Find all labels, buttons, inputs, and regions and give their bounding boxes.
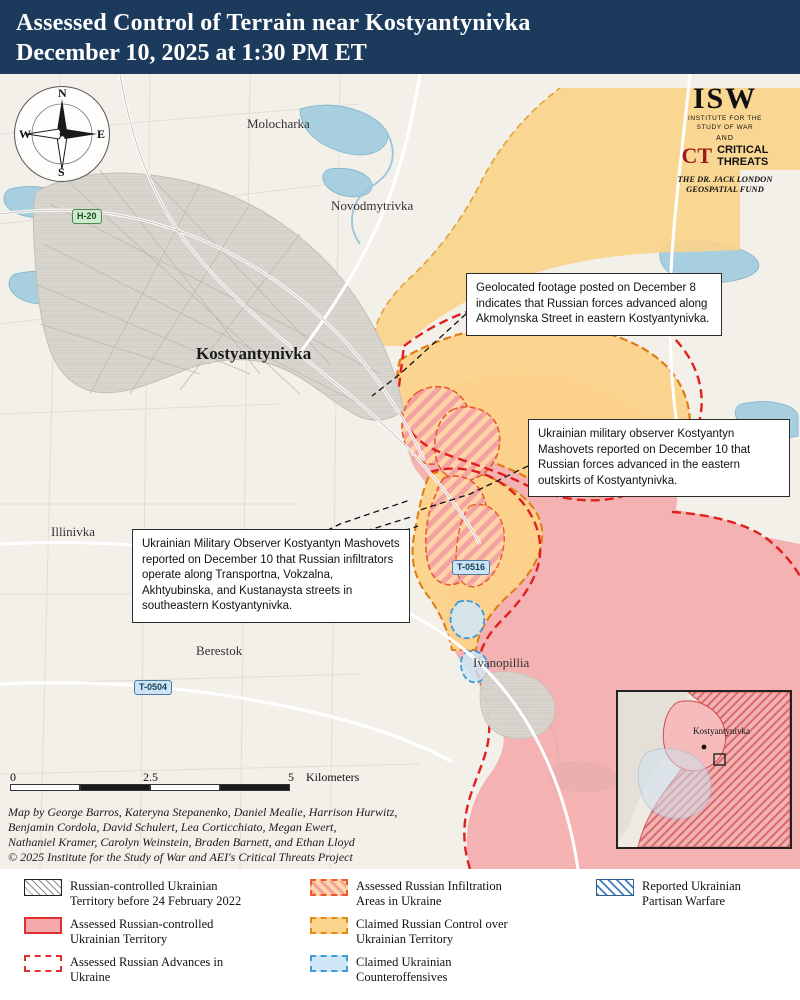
legend-infiltration: [310, 879, 560, 908]
critical-threats-wordmark: [717, 144, 768, 168]
legend-swatch-assessed-advances: [24, 955, 62, 972]
scale-tick-mid: 2.5: [143, 770, 158, 784]
legend-counter-line2: Counteroffensives: [356, 969, 448, 984]
scale-unit: Kilometers: [306, 770, 360, 784]
legend-assessed-controlled-line2: Ukrainian Territory: [70, 931, 168, 946]
isw-subtitle-line1: INSTITUTE FOR THE: [688, 115, 762, 122]
map-label-kostyantynivka: Kostyantynivka: [196, 344, 312, 363]
legend-swatch-pre-invasion: [24, 879, 62, 896]
compass-north: N: [58, 86, 67, 100]
legend-counter-line1: Claimed Ukrainian: [356, 955, 452, 969]
inset-map-vector: [618, 692, 790, 847]
critical-threats-icon: CT: [681, 143, 713, 168]
callout-infiltrators: Ukrainian Military Observer Kostyantyn Mashovets reported on December 10 that Russian infiltrators operate along Transportna, Vokzalna, Akhtyubinska, and Kustanaysta streets in southeastern Kostyantynivka.: [132, 529, 410, 623]
scale-bar-ticks: [10, 770, 360, 784]
legend-swatch-counteroffensives: [310, 955, 348, 972]
legend-column-1: [24, 879, 274, 993]
compass-east: E: [97, 127, 106, 141]
legend-swatch-assessed-russian-controlled: [24, 917, 62, 934]
isw-logo-block: [660, 84, 790, 194]
legend-partisan-warfare: [596, 879, 796, 908]
legend-claimed-russian-control: [310, 917, 560, 946]
compass-west: W: [19, 127, 31, 141]
scale-tick-0: 0: [10, 770, 16, 784]
legend-assessed-russian-advances: [24, 955, 274, 984]
fund-line1: THE DR. JACK LONDON: [677, 174, 773, 184]
legend-pre-invasion-line1: Russian-controlled Ukrainian: [70, 879, 218, 893]
map-label-novodmytrivka: Novodmytrivka: [331, 198, 414, 213]
credits-line4: © 2025 Institute for the Study of War and AEI's Critical Threats Project: [8, 850, 353, 864]
ct-line1: CRITICAL: [717, 144, 769, 156]
legend-pre-invasion-line2: Territory before 24 February 2022: [70, 893, 242, 908]
map-label-berestok: Berestok: [196, 643, 243, 658]
callout-eastern-outskirts: Ukrainian military observer Kostyantyn Mashovets reported on December 10 that Russian forces advanced in the eastern outskirts of Kostyantynivka.: [528, 419, 790, 497]
scale-tick-max: 5: [288, 770, 294, 784]
legend-claimed-counteroffensives: [310, 955, 560, 984]
header: [0, 0, 800, 74]
compass-rose: [14, 86, 110, 182]
map-legend: [0, 869, 800, 1000]
isw-subtitle-line2: STUDY OF WAR: [696, 124, 754, 131]
legend-assessed-russian-controlled: [24, 917, 274, 946]
legend-claimed-line1: Claimed Russian Control over: [356, 917, 508, 931]
fund-line2: GEOSPATIAL FUND: [686, 184, 764, 194]
credits-line3: Nathaniel Kramer, Carolyn Weinstein, Braden Barnett, and Ethan Lloyd: [8, 835, 355, 849]
map-credits: [8, 805, 397, 865]
road-shield-t0504: T-0504: [134, 680, 172, 695]
scale-bar: [10, 770, 360, 791]
logo-and-text: AND: [716, 135, 734, 142]
legend-partisan-line1: Reported Ukrainian: [642, 879, 741, 893]
legend-claimed-line2: Ukrainian Territory: [356, 931, 454, 946]
legend-assessed-controlled-line1: Assessed Russian-controlled: [70, 917, 214, 931]
legend-column-3: [596, 879, 796, 917]
legend-pre-invasion: [24, 879, 274, 908]
legend-partisan-line2: Partisan Warfare: [642, 893, 726, 908]
critical-threats-row: [660, 144, 790, 168]
map-label-illinivka: Illinivka: [51, 524, 96, 539]
inset-overview-map[interactable]: [616, 690, 792, 849]
legend-swatch-partisan: [596, 879, 634, 896]
legend-advances-line1: Assessed Russian Advances in: [70, 955, 224, 969]
road-shield-t0516: T-0516: [452, 560, 490, 575]
callout-akmolynska: Geolocated footage posted on December 8 indicates that Russian forces advanced along Akmolynska Street in eastern Kostyantynivka.: [466, 273, 722, 336]
ct-line2: THREATS: [717, 156, 769, 168]
legend-swatch-claimed-russian: [310, 917, 348, 934]
map-label-ivanopillia: Ivanopillia: [473, 655, 530, 670]
credits-line2: Benjamin Cordola, David Schulert, Lea Corticchiato, Megan Ewert,: [8, 820, 337, 834]
legend-swatch-infiltration: [310, 879, 348, 896]
inset-label-kostyantynivka: Kostyantynivka: [693, 726, 750, 736]
road-shield-h20: H-20: [72, 209, 102, 224]
legend-infiltration-line1: Assessed Russian Infiltration: [356, 879, 502, 893]
isw-wordmark: ISW: [692, 82, 758, 115]
map-canvas[interactable]: [0, 74, 800, 869]
map-label-molocharka: Molocharka: [247, 116, 310, 131]
legend-advances-line2: Ukraine: [70, 969, 111, 984]
legend-infiltration-line2: Areas in Ukraine: [356, 893, 442, 908]
scale-bar-segments: [10, 784, 300, 791]
page-title: Assessed Control of Terrain near Kostyantynivka: [16, 10, 531, 36]
compass-south: S: [58, 165, 65, 179]
page-datetime: December 10, 2025 at 1:30 PM ET: [16, 40, 367, 66]
credits-line1: Map by George Barros, Kateryna Stepanenko, Daniel Mealie, Harrison Hurwitz,: [8, 805, 398, 819]
fund-credit: [660, 174, 790, 194]
legend-column-2: [310, 879, 560, 993]
